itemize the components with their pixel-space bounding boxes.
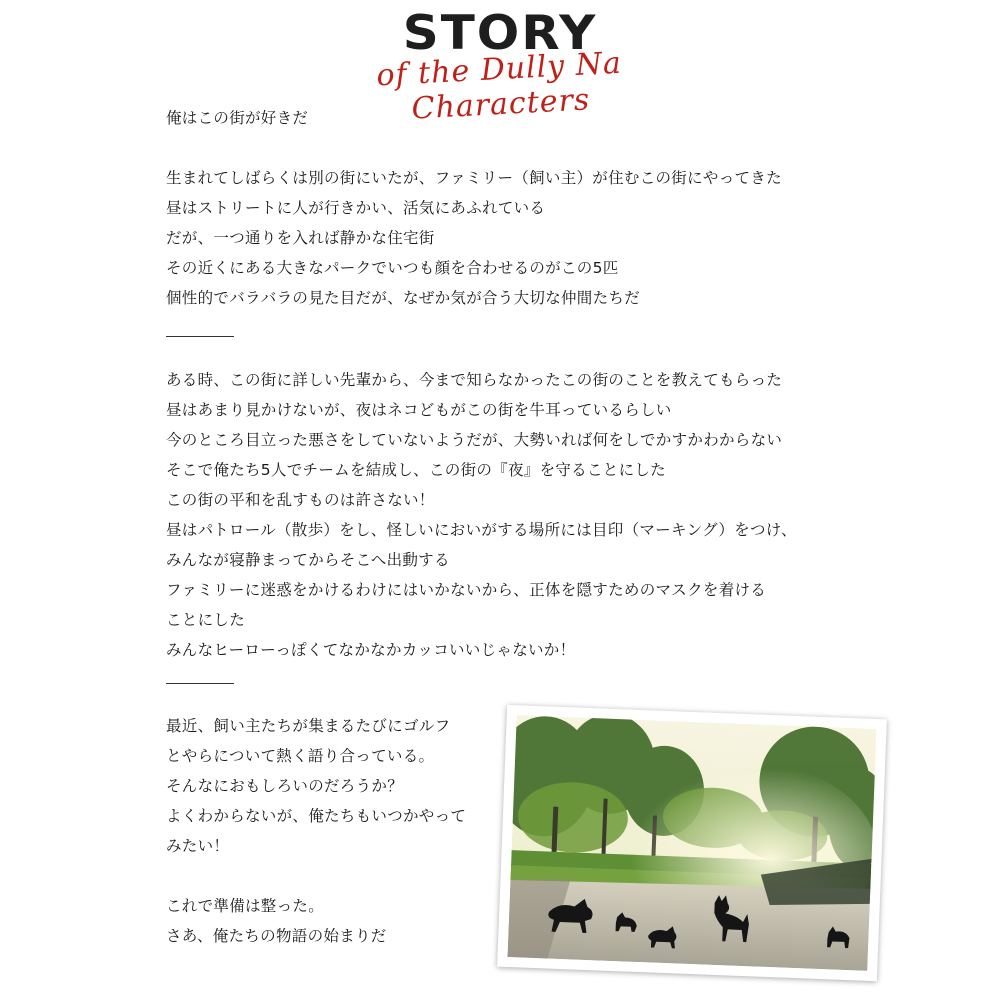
story-line: 俺はこの街が好きだ xyxy=(166,109,309,127)
story-line: みたい！ xyxy=(166,837,230,855)
story-section-2 xyxy=(166,365,797,665)
story-line: みんなが寝静まってからそこへ出動する xyxy=(166,551,450,569)
story-line: この街の平和を乱すものは許さない！ xyxy=(166,491,435,509)
story-line: 昼はストリートに人が行きかい、活気にあふれている xyxy=(166,199,546,217)
story-line: 最近、飼い主たちが集まるたびにゴルフ xyxy=(166,717,451,735)
story-line: 今のところ目立った悪さをしていないようだが、大勢いれば何をしでかすかわからない xyxy=(166,431,783,449)
story-line: さあ、俺たちの物語の始まりだ xyxy=(166,927,387,945)
story-line: 個性的でバラバラの見た目だが、なぜか気が合う大切な仲間たちだ xyxy=(166,289,641,307)
story-line: だが、一つ通りを入れば静かな住宅街 xyxy=(166,229,435,247)
park-dogs-photo xyxy=(507,715,876,971)
story-line: そこで俺たち5人でチームを結成し、この街の『夜』を守ることにした xyxy=(166,461,666,479)
story-line: その近くにある大きなパークでいつも顔を合わせるのがこの5匹 xyxy=(166,259,619,277)
story-line: みんなヒーローっぽくてなかなかカッコいいじゃないか！ xyxy=(166,641,576,659)
story-line: とやらについて熱く語り合っている。 xyxy=(166,747,435,765)
story-line: これで準備は整った。 xyxy=(166,897,325,915)
story-line: 生まれてしばらくは別の街にいたが、ファミリー（飼い主）が住むこの街にやってきた xyxy=(166,169,782,187)
blank-line xyxy=(166,861,466,891)
page-title: STORY xyxy=(402,5,598,61)
story-section-3 xyxy=(166,711,466,951)
page-subtitle: of the Dully Na Characters xyxy=(375,45,623,127)
park-photo-frame xyxy=(497,705,887,981)
story-line: 昼はパトロール（散歩）をし、怪しいにおいがする場所には目印（マーキング）をつけ、 xyxy=(166,521,797,539)
story-section-1 xyxy=(166,103,782,313)
story-line: 昼はあまり見かけないが、夜はネコどもがこの街を牛耳っているらしい xyxy=(166,401,672,419)
story-line: よくわからないが、俺たちもいつかやって xyxy=(166,807,467,825)
story-line: ことにした xyxy=(166,611,246,629)
story-line: ある時、この街に詳しい先輩から、今まで知らなかったこの街のことを教えてもらった xyxy=(166,371,783,389)
story-line: そんなにおもしろいのだろうか？ xyxy=(166,777,404,795)
blank-line xyxy=(166,133,782,163)
section-divider xyxy=(166,336,234,337)
story-line: ファミリーに迷惑をかけるわけにはいかないから、正体を隠すためのマスクを着ける xyxy=(166,581,767,599)
section-divider xyxy=(166,683,234,684)
